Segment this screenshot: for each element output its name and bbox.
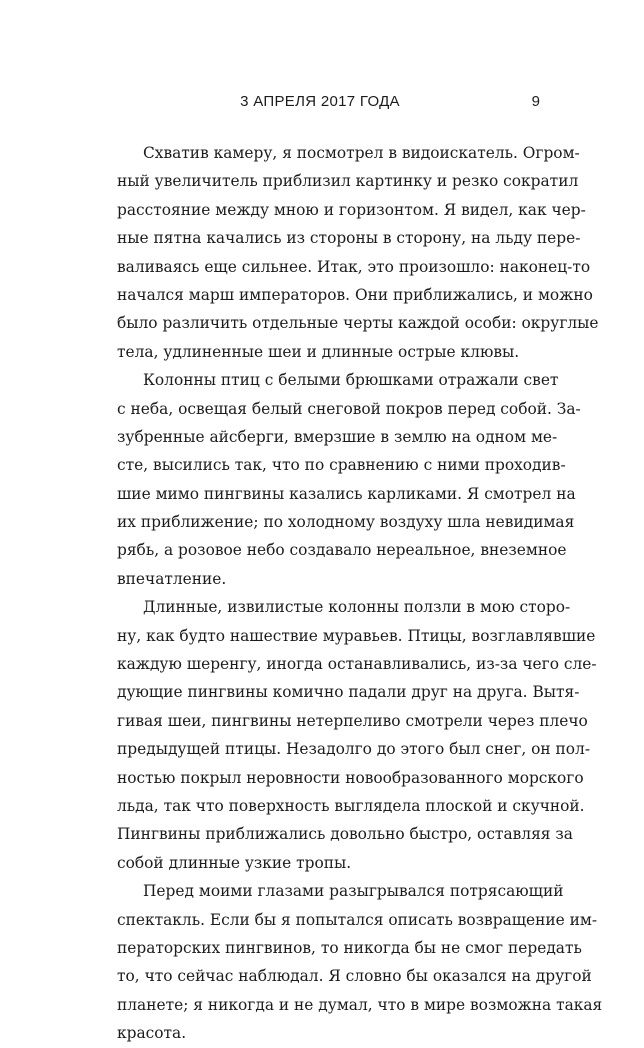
text-line: рябь, а розовое небо создавало нереальное, внеземное — [117, 541, 567, 560]
text-line: Схватив камеру, я посмотрел в видоискатель. Огром- — [143, 144, 580, 162]
text-line: с неба, освещая белый снеговой покров перед собой. За- — [117, 399, 581, 418]
text-line: Пингвины приближались довольно быстро, оставляя за — [117, 825, 573, 844]
text-line: льда, так что поверхность выглядела плоской и скучной. — [117, 796, 585, 815]
text-line: впечатление. — [117, 569, 227, 588]
text-line: ператорских пингвинов, то никогда бы не смог передать — [117, 938, 582, 957]
text-line: сте, высились так, что по сравнению с ними проходив- — [117, 456, 566, 475]
text-line: ностью покрыл неровности новообразованного морского — [117, 768, 584, 787]
text-line: расстояние между мною и горизонтом. Я видел, как чер- — [117, 200, 586, 219]
text-line: собой длинные узкие тропы. — [117, 853, 352, 872]
text-line: спектакль. Если бы я попытался описать возвращение им- — [117, 910, 598, 929]
running-head — [0, 90, 644, 114]
body-text — [117, 139, 603, 1048]
text-line: начался марш императоров. Они приближались, и можно — [117, 285, 593, 304]
text-line: гивая шеи, пингвины нетерпеливо смотрели через плечо — [117, 711, 588, 730]
paragraph-3 — [117, 593, 597, 877]
text-line: ну, как будто нашествие муравьев. Птицы, возглавлявшие — [117, 626, 596, 645]
text-line: то, что сейчас наблюдал. Я словно бы оказался на другой — [117, 967, 592, 986]
text-line: было различить отдельные черты каждой особи: округлые — [117, 314, 599, 333]
text-line: дующие пингвины комично падали друг на друга. Вытя- — [117, 683, 580, 702]
paragraph-2 — [117, 366, 581, 593]
text-line: красота. — [117, 1024, 187, 1043]
text-line: шие мимо пингвины казались карликами. Я смотрел на — [117, 484, 576, 503]
paragraph-4 — [117, 877, 603, 1047]
text-line: тела, удлиненные шеи и длинные острые клювы. — [117, 342, 520, 361]
text-line: ный увеличитель приблизил картинку и резко сократил — [117, 172, 579, 191]
text-line: ные пятна качались из стороны в сторону, на льду пере- — [117, 229, 581, 248]
text-line: каждую шеренгу, иногда останавливались, из-за чего сле- — [117, 655, 597, 674]
text-line: Колонны птиц с белыми брюшками отражали свет — [143, 371, 559, 390]
text-line: валиваясь еще сильнее. Итак, это произошло: наконец-то — [117, 257, 591, 276]
text-line: планете; я никогда и не думал, что в мире возможна такая — [117, 995, 603, 1014]
text-line: Перед моими глазами разыгрывался потрясающий — [143, 882, 564, 901]
text-line: зубренные айсберги, вмерзшие в землю на одном ме- — [117, 427, 558, 446]
paragraph-1 — [117, 139, 599, 366]
text-line: Длинные, извилистые колонны ползли в мою сторо- — [143, 598, 571, 617]
page-number: 9 — [531, 93, 540, 110]
chapter-title: 3 АПРЕЛЯ 2017 ГОДА — [240, 93, 400, 110]
text-line: их приближение; по холодному воздуху шла невидимая — [117, 513, 575, 532]
text-line: предыдущей птицы. Незадолго до этого был снег, он пол- — [117, 740, 591, 759]
